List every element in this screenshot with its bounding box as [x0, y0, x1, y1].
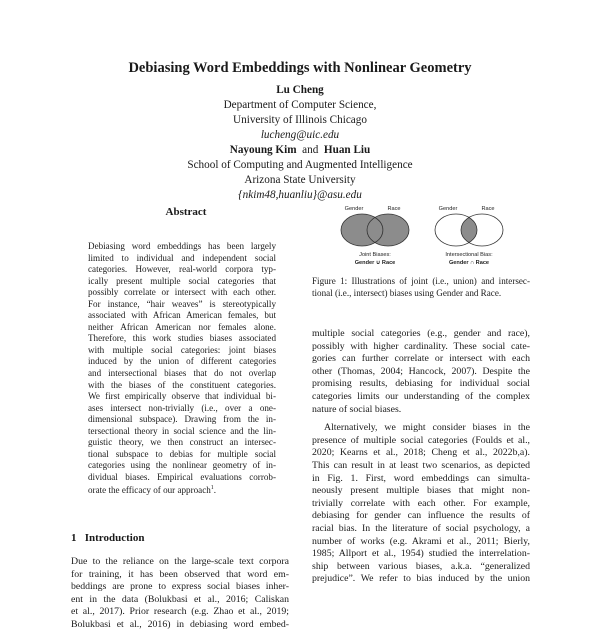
figure-caption [312, 276, 530, 299]
venn-label-race: Race [387, 206, 401, 212]
abstract-line: with the biases of the constituent categories. [88, 379, 276, 390]
abstract-line: tional subspace to debias for multiple social [88, 448, 276, 459]
intro-line: et al., 2017). Prior research (e.g. Zhao et al., 2019; [71, 606, 289, 618]
author-block-2 [0, 143, 600, 203]
abstract-line: We first empirically observe that individual bi- [88, 391, 276, 402]
right-column-body [312, 328, 530, 586]
abstract-heading: Abstract [165, 206, 207, 218]
author-dept: School of Computing and Augmented Intelligence [187, 159, 413, 171]
abstract-line: limited to individual and independent social [88, 252, 276, 263]
abstract-line: associated with African American females, but [88, 310, 276, 321]
author-name: Huan Liu [323, 144, 371, 156]
abstract-line: neither African American nor females alone. [88, 321, 276, 332]
section-number: 1 [71, 532, 77, 544]
abstract-line: categories. However, real-world corpora typ- [88, 264, 276, 275]
abstract-line: dimensional subspace). Drawing from the in- [88, 414, 276, 425]
figure-venn-diagrams [330, 202, 520, 274]
abstract-line: categories using the nonlinear geometry of in- [88, 460, 276, 471]
abstract-last-text: orate the efficacy of our approach [88, 485, 211, 496]
venn-joint [341, 206, 409, 266]
abstract-line: guistic theory, we then construct an intersec- [88, 437, 276, 448]
body-line: 1985; Allport et al., 1954) studied the interrelation- [312, 548, 530, 560]
venn-label-race: Race [481, 206, 495, 212]
body-line: promising results, debiasing for individual social [312, 378, 530, 390]
body-line: This can result in at least two scenarios, as depicted [312, 459, 530, 471]
body-line: presence of multiple social categories (Foulds et al., [312, 434, 530, 446]
paper-title: Debiasing Word Embeddings with Nonlinear Geometry [128, 60, 472, 76]
body-line: other (Thomas, 2004; Hancock, 2007). Despite the [312, 365, 530, 377]
author-email[interactable]: {nkim48,huanliu}@asu.edu [238, 189, 362, 201]
body-line: trivially correlate with each other. For example, [312, 497, 530, 509]
venn-label-gender: Gender [344, 206, 364, 212]
author-inst: University of Illinois Chicago [233, 114, 367, 126]
abstract-line: ases intersect non-trivially (i.e., over a one- [88, 402, 276, 413]
body-line: prejudice”. We refer to bias induced by the union [312, 573, 530, 585]
caption-line: Figure 1: Illustrations of joint (i.e., union) and intersec- [312, 276, 530, 286]
footnote-mark[interactable]: 1 [210, 485, 214, 492]
section-heading [71, 532, 144, 544]
abstract-line: induced by the union of different categories [88, 356, 276, 367]
body-line: debiasing for gender can influence the results of [312, 510, 530, 522]
abstract-line: dividual biases. Empirical evaluations corrob- [88, 471, 276, 482]
author-join: and [302, 144, 319, 156]
author-name: Lu Cheng [276, 84, 324, 96]
abstract-line: ically present multiple social categories that [88, 275, 276, 286]
abstract-line: tersectional theory in social science and the lin- [88, 425, 276, 436]
section-title: Introduction [84, 532, 145, 544]
venn-caption-1: Joint Biases: [359, 252, 391, 258]
intro-line: Bolukbasi et al., 2016) in debiasing word embed- [71, 618, 289, 630]
body-line: neously present multiple biases that might non- [312, 485, 530, 497]
abstract-body [88, 241, 276, 495]
body-line: possibly with higher cardinality. These social cate- [312, 340, 530, 352]
abstract-line [88, 483, 276, 495]
venn-circle-race [367, 214, 409, 246]
venn-intersectional [435, 206, 503, 266]
venn-caption-1: Intersectional Bias: [445, 252, 493, 258]
intro-line: for training, it has been observed that word em- [71, 568, 289, 580]
author-email[interactable]: lucheng@uic.edu [260, 129, 340, 141]
author-dept: Department of Computer Science, [223, 99, 377, 111]
body-line: number of works (e.g. Akrami et al., 2011; Bierly, [312, 535, 530, 547]
abstract-end-punct: . [213, 485, 217, 496]
body-line: ship between various biases, a.k.a. “generalized [312, 560, 530, 572]
body-line: multiple social categories (e.g., gender and race), [312, 328, 530, 339]
abstract-line: For instance, “hair weaves” is stereotypically [88, 298, 276, 309]
abstract-line: Therefore, this work studies biases associated [88, 333, 276, 344]
author-inst: Arizona State University [244, 174, 356, 186]
abstract-line: Debiasing word embeddings has been largely [88, 241, 276, 251]
body-line: nature of social biases. [312, 403, 402, 415]
body-line: in Fig. 1. First, word embeddings can simulta- [312, 472, 530, 484]
abstract-line: with multiple social categories: joint biases [88, 344, 276, 355]
abstract-line: and intersectional biases that do not overlap [88, 368, 276, 379]
intro-line: Due to the reliance on the large-scale text corpora [71, 556, 289, 567]
author-block-1 [0, 83, 600, 143]
body-line: 2020; Kearns et al., 2018; Cheng et al., 2022b,a). [312, 447, 530, 459]
venn-label-gender: Gender [438, 206, 458, 212]
body-line: categories limits our understanding of the complex [312, 390, 530, 402]
intro-body [71, 556, 289, 632]
abstract-line: possibly correlate or intersect with each other. [88, 287, 276, 298]
body-line: gories can further correlate or intersect with each [312, 353, 530, 365]
author-name: Nayoung Kim [229, 144, 297, 156]
caption-line: tional (i.e., intersect) biases using Gender and Race. [312, 287, 502, 298]
intro-line: ent in the data (Bolukbasi et al., 2016; Caliskan [71, 593, 289, 605]
intro-line: beddings are prone to express social biases inher- [71, 581, 289, 593]
body-line: Alternatively, we might consider biases in the [324, 422, 530, 434]
venn-caption-2: Gender ∪ Race [354, 260, 396, 266]
venn-caption-2: Gender ∩ Race [448, 260, 490, 266]
body-line: racial bias. In the literature of social psychology, a [312, 522, 530, 534]
